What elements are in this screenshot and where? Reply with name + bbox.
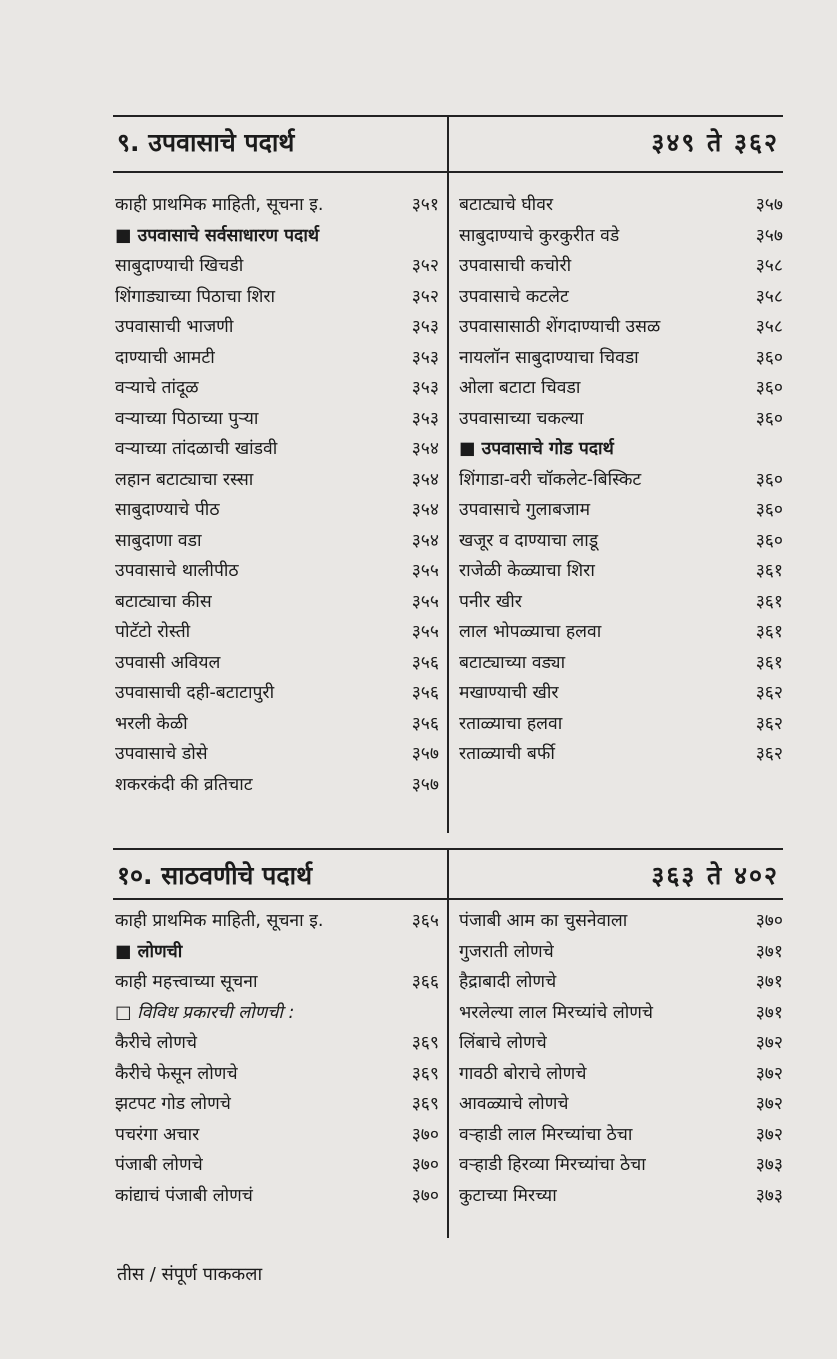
toc-entry [457, 678, 783, 709]
recipe-name: उपवासी अवियल [115, 652, 221, 673]
page-number: ३५४ [411, 439, 439, 459]
toc-entry [113, 1150, 439, 1181]
page-number: ३५३ [411, 408, 439, 429]
right-column [457, 906, 783, 1211]
page-number: ३५३ [411, 317, 439, 337]
page-number: ३६१ [755, 561, 783, 581]
recipe-name: वऱ्हाडी लाल मिरच्यांचा ठेचा [459, 1124, 633, 1145]
page-number: ३५७ [755, 195, 783, 215]
toc-group-heading [113, 221, 439, 252]
recipe-name: शिंगाड्याच्या पिठाचा शिरा [115, 286, 276, 307]
recipe-name: आवळ्याचे लोणचे [459, 1094, 569, 1114]
recipe-name: बटाट्याच्या वड्या [459, 652, 566, 673]
recipe-name: भरली केळी [115, 713, 188, 734]
recipe-name: पोटॅटो रोस्ती [115, 622, 191, 642]
recipe-name: पचरंगा अचार [115, 1124, 200, 1145]
toc-entry [457, 998, 783, 1029]
page-number: ३६६ [411, 972, 439, 992]
page-number: ३५६ [411, 652, 439, 673]
page-number: ३७१ [755, 1002, 783, 1023]
toc-entry [113, 465, 439, 496]
page-number: ३५७ [755, 225, 783, 246]
toc-entry [457, 709, 783, 740]
toc-entry [457, 404, 783, 435]
recipe-name: उपवासासाठी शेंगदाण्याची उसळ [459, 317, 661, 337]
toc-entry [457, 1150, 783, 1181]
recipe-name: शिंगाडा-वरी चॉकलेट-बिस्किट [459, 469, 642, 490]
toc-entry [457, 1028, 783, 1059]
toc-entry [457, 373, 783, 404]
page-number: ३६० [755, 500, 783, 520]
page-number: ३५४ [411, 500, 439, 520]
page-number: ३६९ [411, 1033, 439, 1053]
page-number: ३७२ [755, 1063, 783, 1084]
page-number: ३६५ [411, 911, 439, 931]
toc-entry [457, 312, 783, 343]
toc-group-heading [113, 937, 439, 968]
toc-entry [457, 495, 783, 526]
recipe-name: बटाट्याचे घीवर [459, 195, 554, 215]
toc-entry [113, 373, 439, 404]
page-number: ३७० [411, 1185, 439, 1206]
page-number: ३७१ [755, 941, 783, 962]
page-number: ३६२ [755, 713, 783, 734]
recipe-name: उपवासाची दही-बटाटापुरी [115, 683, 275, 703]
recipe-name: कांद्याचं पंजाबी लोणचं [115, 1185, 253, 1206]
page-number: ३७३ [755, 1155, 783, 1175]
toc-entry [457, 617, 783, 648]
toc-entry [113, 770, 439, 801]
recipe-name: कुटाच्या मिरच्या [459, 1185, 557, 1206]
page-number: ३५५ [411, 622, 439, 642]
toc-entry [457, 1120, 783, 1151]
page-number: ३५५ [411, 561, 439, 581]
recipe-name: उपवासाच्या चकल्या [459, 408, 584, 429]
toc-entry [457, 526, 783, 557]
toc-entry [457, 465, 783, 496]
toc-entry [457, 190, 783, 221]
recipe-name: लिंबाचे लोणचे [459, 1033, 547, 1053]
page-number: ३६० [755, 408, 783, 429]
page-number: ३५३ [411, 378, 439, 398]
page-number: ३७० [755, 911, 783, 931]
page-number: ३६९ [411, 1094, 439, 1114]
page-number: ३७० [411, 1155, 439, 1175]
recipe-name: काही प्राथमिक माहिती, सूचना इ. [115, 195, 324, 215]
toc-entry [113, 312, 439, 343]
page-number: ३६० [755, 378, 783, 398]
page-number: ३६० [755, 347, 783, 368]
toc-entry [113, 190, 439, 221]
recipe-name: साबुदाण्याचे कुरकुरीत वडे [459, 225, 620, 246]
recipe-name: साबुदाणा वडा [115, 530, 202, 551]
toc-entry [113, 1089, 439, 1120]
toc-entry [457, 967, 783, 998]
recipe-name: उपवासाची कचोरी [459, 256, 572, 276]
page-number: ३५२ [411, 256, 439, 276]
recipe-name: गावठी बोराचे लोणचे [459, 1063, 587, 1084]
page-number: ३७० [411, 1124, 439, 1145]
toc-entry [113, 251, 439, 282]
toc-entry [457, 556, 783, 587]
recipe-name: ■ उपवासाचे सर्वसाधारण पदार्थ [115, 225, 320, 246]
recipe-name: नायलॉन साबुदाण्याचा चिवडा [459, 347, 639, 368]
recipe-name: गुजराती लोणचे [459, 941, 554, 962]
recipe-name: हैद्राबादी लोणचे [459, 972, 557, 992]
toc-entry [457, 282, 783, 313]
toc-entry [113, 967, 439, 998]
recipe-name: उपवासाचे डोसे [115, 744, 208, 764]
toc-entry [457, 906, 783, 937]
recipe-name: साबुदाण्याचे पीठ [115, 500, 220, 520]
page-number: ३५२ [411, 286, 439, 307]
recipe-name: वऱ्हाडी हिरव्या मिरच्यांचा ठेचा [459, 1155, 646, 1175]
recipe-name: पंजाबी आम का चुसनेवाला [459, 911, 628, 931]
recipe-name: उपवासाचे थालीपीठ [115, 561, 239, 581]
recipe-name: उपवासाचे गुलाबजाम [459, 500, 591, 520]
recipe-name: काही प्राथमिक माहिती, सूचना इ. [115, 911, 324, 931]
page-number: ३७२ [755, 1124, 783, 1145]
toc-entry [457, 937, 783, 968]
section-page-range: ३४९ ते ३६२ [651, 128, 779, 157]
page-number: ३५१ [411, 195, 439, 215]
page-number: ३५८ [755, 256, 783, 276]
toc-entry [113, 709, 439, 740]
page-number: ३५६ [411, 683, 439, 703]
recipe-name: शकरकंदी की व्रतिचाट [115, 774, 253, 795]
recipe-name: रताळ्याचा हलवा [459, 713, 563, 734]
recipe-name: भरलेल्या लाल मिरच्यांचे लोणचे [459, 1002, 653, 1023]
recipe-name: लहान बटाट्याचा रस्सा [115, 469, 254, 490]
recipe-name: उपवासाचे कटलेट [459, 286, 569, 307]
recipe-name: बटाट्याचा कीस [115, 591, 212, 612]
page-number: ३६१ [755, 591, 783, 612]
recipe-name: कैरीचे फेसून लोणचे [115, 1063, 238, 1084]
toc-entry [457, 648, 783, 679]
toc-entry [457, 739, 783, 770]
toc-entry [113, 526, 439, 557]
toc-entry [457, 251, 783, 282]
page-number: ३७२ [755, 1094, 783, 1114]
right-column [457, 190, 783, 770]
toc-entry [457, 587, 783, 618]
page-number: ३६९ [411, 1063, 439, 1084]
page-number: ३७१ [755, 972, 783, 992]
recipe-name: पंजाबी लोणचे [115, 1155, 203, 1175]
toc-entry [113, 1120, 439, 1151]
column-divider [447, 848, 449, 1238]
toc-subheading [113, 998, 439, 1029]
page-number: ३६१ [755, 622, 783, 642]
toc-entry [113, 678, 439, 709]
recipe-name: उपवासाची भाजणी [115, 317, 234, 337]
toc-entry [113, 343, 439, 374]
recipe-name: □ विविध प्रकारची लोणची : [115, 1002, 295, 1023]
toc-group-heading [457, 434, 783, 465]
recipe-name: कैरीचे लोणचे [115, 1033, 197, 1053]
toc-entry [457, 1059, 783, 1090]
page-number: ३५८ [755, 317, 783, 337]
page-number: ३५६ [411, 713, 439, 734]
toc-entry [113, 617, 439, 648]
left-column [113, 906, 439, 1211]
recipe-name: ओला बटाटा चिवडा [459, 378, 581, 398]
recipe-name: खजूर व दाण्याचा लाडू [459, 530, 599, 551]
page-number: ३५८ [755, 286, 783, 307]
page-number: ३६० [755, 469, 783, 490]
page-footer: तीस / संपूर्ण पाककला [117, 1264, 263, 1285]
recipe-name: ■ उपवासाचे गोड पदार्थ [459, 439, 614, 459]
left-column [113, 190, 439, 800]
toc-entry [113, 1059, 439, 1090]
page-number: ३६१ [755, 652, 783, 673]
recipe-name: राजेळी केळ्याचा शिरा [459, 561, 595, 581]
toc-entry [113, 556, 439, 587]
toc-entry [113, 434, 439, 465]
section-page-range: ३६३ ते ४०२ [651, 861, 779, 890]
toc-entry [113, 906, 439, 937]
recipe-name: दाण्याची आमटी [115, 347, 215, 368]
toc-entry [457, 221, 783, 252]
toc-entry [113, 404, 439, 435]
recipe-name: पनीर खीर [459, 591, 522, 612]
page-number: ३६२ [755, 683, 783, 703]
recipe-name: वऱ्याच्या पिठाच्या पुऱ्या [115, 408, 259, 429]
toc-entry [457, 1181, 783, 1212]
page-number: ३५७ [411, 774, 439, 795]
toc-entry [457, 1089, 783, 1120]
column-divider [447, 115, 449, 833]
page-number: ३७३ [755, 1185, 783, 1206]
toc-entry [113, 648, 439, 679]
toc-entry [457, 343, 783, 374]
section-title: १०. साठवणीचे पदार्थ [117, 861, 313, 890]
toc-entry [113, 282, 439, 313]
page-number: ३६२ [755, 744, 783, 764]
page-number: ३६० [755, 530, 783, 551]
toc-entry [113, 739, 439, 770]
toc-entry [113, 587, 439, 618]
toc-entry [113, 1181, 439, 1212]
recipe-name: रताळ्याची बर्फी [459, 744, 555, 764]
page-number: ३५४ [411, 469, 439, 490]
recipe-name: वऱ्याच्या तांदळाची खांडवी [115, 439, 278, 459]
page-number: ३५३ [411, 347, 439, 368]
recipe-name: लाल भोपळ्याचा हलवा [459, 622, 602, 642]
toc-entry [113, 1028, 439, 1059]
recipe-name: वऱ्याचे तांदूळ [115, 378, 199, 398]
recipe-name: साबुदाण्याची खिचडी [115, 256, 244, 276]
page-number: ३७२ [755, 1033, 783, 1053]
recipe-name: ■ लोणची [115, 941, 183, 962]
page-number: ३५७ [411, 744, 439, 764]
page-number: ३५५ [411, 591, 439, 612]
page-number: ३५४ [411, 530, 439, 551]
recipe-name: काही महत्त्वाच्या सूचना [115, 972, 258, 992]
toc-entry [113, 495, 439, 526]
section-title: ९. उपवासाचे पदार्थ [117, 128, 295, 157]
recipe-name: मखाण्याची खीर [459, 683, 559, 703]
recipe-name: झटपट गोड लोणचे [115, 1094, 231, 1114]
